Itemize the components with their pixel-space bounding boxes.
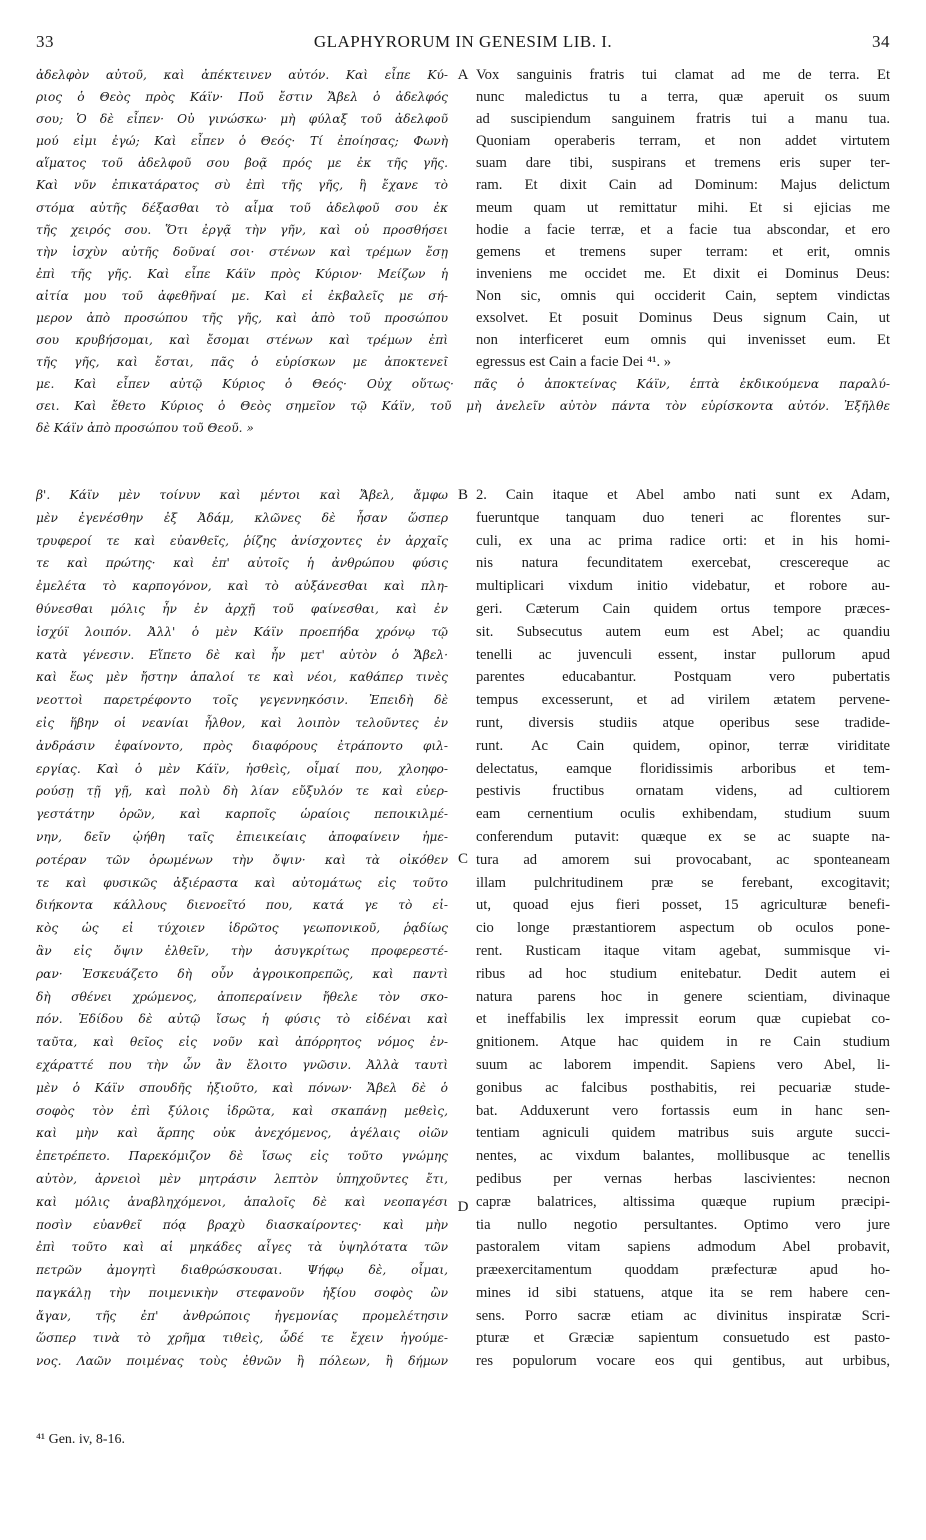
greek-text-line: αἰτία μου τοῦ ἀφεθῆναί με. Καὶ εἰ ἐκβαλεῖς με σή- [36, 288, 448, 303]
latin-text-line: pedibus per vernas herbas lascivientes: necnon [476, 1170, 890, 1187]
latin-text-line: tura ad amorem sui provocabant, ac sponteaneam [476, 851, 890, 868]
latin-text-line: sit. Subsecutus autem eum est Abel; ac quandiu [476, 623, 890, 640]
greek-text-line: ταῦτα, καὶ θεῖος εἰς νοῦν καὶ ἀπόρρητος νόμος ἐν- [36, 1035, 448, 1050]
greek-text-line: καὶ μὴν καὶ ἅρπης οὐκ ἀνεχόμενος, ἀγέλαις οἰῶν [36, 1126, 448, 1141]
greek-text-line: ριος ὁ Θεὸς πρὸς Κάϊν· Ποῦ ἔστιν Ἄβελ ὁ ἀδελφός [36, 90, 448, 105]
latin-text-line: natura parens hoc in genere scientiam, divinaque [476, 988, 890, 1005]
latin-text-line: ut, quoad ejus fieri posset, 15 agriculturæ benefi- [476, 897, 890, 914]
latin-text-line: illam pulchritudinem præ se ferebant, excogitavit; [476, 874, 890, 891]
latin-text-line: runt, diversis studiis atque operibus sese tradide- [476, 714, 890, 731]
greek-text-line: ὥσπερ τινὰ τὸ χρῆμα τιθεὶς, ὧδέ τε ἔχειν ἡγούμε- [36, 1331, 448, 1346]
greek-text-line: διήκοντα κάλλους διενοεῖτό που, κατά γε τὸ εἰ- [36, 898, 448, 913]
greek-text-line: τὴν ἰσχὺν αὐτῆς δοῦναί σοι· στένων καὶ τρέμων ἔσῃ [36, 244, 448, 259]
latin-text-line: tentiam agniculi quidem matribus suis argute succi- [476, 1125, 890, 1142]
page-number-right: 34 [872, 32, 890, 51]
greek-text-line: καὶ ἕως μὲν ἤστην ἁπαλοί τε καὶ νέοι, καθάπερ τινὲς [36, 670, 448, 685]
running-header [36, 32, 890, 54]
section1-greek-continuation [36, 373, 890, 439]
latin-text-line: fueruntque tanquam duo teneri ac florentes sur- [476, 509, 890, 526]
latin-text-line: nis natura fecunditatem exercebat, crescereque ac [476, 555, 890, 572]
latin-text-line: ram. Et dixit Cain ad Dominum: Majus delictum [476, 177, 890, 194]
latin-text-line: runt. Ac Cain quidem, opinor, terræ viriditate [476, 737, 890, 754]
latin-text-line: rent. Rusticam itaque vitam agebat, summisque vi- [476, 942, 890, 959]
greek-text-line: ρούσῃ τῇ γῇ, καὶ πολὺ δὴ λίαν εὔξυλόν τε καὶ εὐερ- [36, 784, 448, 799]
greek-text-line: ἀνδράσιν ἐφαίνοντο, πρὸς διαφόρους ἐτράποντο φιλ- [36, 738, 448, 753]
running-title: GLAPHYRORUM IN GENESIM LIB. I. [313, 32, 613, 51]
latin-text-line: gemens et tremens super terram: et erit, omnis [476, 243, 890, 260]
latin-text-line: nentes, ac vixdum balantes, mollibusque ac tenellis [476, 1148, 890, 1165]
greek-text-line: ἰσχύϊ λοιπόν. Ἀλλ' ὁ μὲν Κάϊν προεπήδα χρόνῳ τῷ [36, 624, 448, 639]
greek-text-line: σου κρυβήσομαι, καὶ ἔσομαι στένων καὶ τρέμων ἐπὶ [36, 333, 448, 348]
greek-text-line: νεοττοὶ παρετρέφοντο τοῖς γεγεννηκόσιν. Ἐπειδὴ δὲ [36, 693, 448, 708]
greek-text-line: αὐτὸν, ἀρνειοὶ μὲν μητράσιν λεπτὸν ὑπηχοῦντες ἔτι, [36, 1171, 448, 1186]
latin-text-line: 2. Cain itaque et Abel ambo nati sunt ex Adam, [476, 487, 890, 503]
latin-text-line: inveniens me occidet me. Et dixit ei Dominus Deus: [476, 265, 890, 282]
greek-text-line: μὲν ὁ Κάϊν σπουδῆς ἠξιοῦτο, καὶ πόνων· Ἄβελ δὲ ὁ [36, 1080, 448, 1095]
latin-text-line: suam dare tibi, suspirans et tremens eris super ter- [476, 155, 890, 172]
latin-text-line: parentes educabantur. Postquam vero pubertatis [476, 669, 890, 686]
latin-text-line: suum ac laborem impendit. Sapiens vero Abel, li- [476, 1056, 890, 1073]
margin-marker-d: D [457, 1199, 469, 1215]
greek-text-line: εχάραττέ που τὴν ὧν ἂν ἕλοιτο γνῶσιν. Ἀλλὰ ταυτὶ [36, 1057, 448, 1072]
greek-text-line: μὲν ἐγενέσθην ἐξ Ἀδάμ, κλῶνες δὲ ἦσαν ὥσπερ [36, 510, 448, 525]
latin-text-line: ribus ad hoc studium enitebatur. Dedit autem ei [476, 965, 890, 982]
greek-text-line: νην, δεῖν ᾠήθη ταῖς ἐπιεικείαις ἀποφαίνειν ἡμε- [36, 829, 448, 844]
latin-text-line: res populorum vocare eos qui gentibus, aut urbibus, [476, 1353, 890, 1370]
greek-text-line: ἐπὶ τοῦτο καὶ αἱ μηκάδες αἶγες τὰ ὑψηλότατα τῶν [36, 1240, 448, 1255]
latin-text-line: pestivis fructibus ornatam videns, ad cultiorem [476, 783, 890, 800]
greek-text-line: τῆς χειρός σου. Ὅτι ἐργᾷ τὴν γῆν, καὶ οὐ προσθήσει [36, 222, 448, 237]
greek-text-line: ἄγαν, τῆς ἐπ' ἀνθρώποις ἡγεμονίας προμελέτησιν [36, 1308, 448, 1323]
latin-text-line: exsolvet. Et posuit Dominus Deus signum Cain, ut [476, 310, 890, 327]
section1-greek-column [36, 64, 448, 373]
greek-text-line: β'. Κάϊν μὲν τοίνυν καὶ μέντοι καὶ Ἄβελ, ἄμφω [36, 488, 448, 502]
latin-text-line: bat. Adduxerunt vero fortassis eum in hanc sen- [476, 1102, 890, 1119]
latin-text-line: geri. Cæterum Cain quidem ortus tempore præces- [476, 600, 890, 617]
margin-marker-c: C [457, 851, 468, 867]
greek-text-line: αἵματος τοῦ ἀδελφοῦ σου βοᾷ πρός με ἐκ τῆς γῆς. [36, 156, 448, 171]
greek-text-line: εἰς ἥβην οἱ νεανίαι ἦλθον, καὶ λοιπὸν τελοῦντες ἐν [36, 715, 448, 730]
latin-text-line: pturæ et Græciæ sapientum consuetudo est pasto- [476, 1330, 890, 1347]
greek-text-line: σει. Καὶ ἔθετο Κύριος ὁ Θεὸς σημεῖον τῷ Κάϊν, τοῦ μὴ ἀνελεῖν αὐτὸν πάντα τὸν εὑρίσκοντα αὐτόν. Ἐξῆλθε [36, 399, 890, 414]
latin-text-line: tenelli ac juvenculi essent, instar pullorum apud [476, 646, 890, 663]
greek-text-line: μερον ἀπὸ προσώπου τῆς γῆς, καὶ ἀπὸ τοῦ προσώπου [36, 311, 448, 326]
greek-text-line: πόν. Ἐδίδου δὲ αὐτῷ ἴσως ἡ φύσις τὸ εἰδέναι καὶ [36, 1012, 448, 1027]
greek-text-line: παγκάλῃ τὴν ποιμενικὴν στεφανοῦν ἠξίου σοφὸς ὢν [36, 1285, 448, 1300]
section2-latin-column [476, 484, 890, 1373]
greek-text-line: τε καὶ φυσικῶς ἀξιέραστα καὶ αὐτομάτως εἰς τοῦτο [36, 875, 448, 890]
latin-text-line: multiplicari vixdum initio videbatur, et robore au- [476, 578, 890, 595]
greek-text-line: εργίας. Καὶ ὁ μὲν Κάϊν, ἡσθεὶς, οἶμαί που, χλοηφο- [36, 761, 448, 776]
latin-text-line: non interficeret eum omnis qui invenisset eum. Et [476, 332, 890, 349]
greek-text-line: ποσὶν εὐανθεῖ πόᾳ βραχὺ διασκαίροντες· καὶ μὴν [36, 1217, 448, 1232]
latin-text-line: capræ balatrices, altissima quæque rupium præcipi- [476, 1193, 890, 1210]
latin-text-line: meum quam ut remittatur mihi. Et si ejicias me [476, 199, 890, 216]
latin-text-line: eam cernentium oculis exhibendam, studium suum [476, 806, 890, 823]
greek-text-line: ἀδελφὸν αὐτοῦ, καὶ ἀπέκτεινεν αὐτόν. Καὶ εἶπε Κύ- [36, 68, 448, 82]
greek-text-line: Καὶ νῦν ἐπικατάρατος σὺ ἐπὶ τῆς γῆς, ἣ ἔχανε τὸ [36, 178, 448, 193]
greek-text-line: πετρῶν ἀμογητὶ διαθρώσκουσαι. Ψήφῳ δὲ, οἶμαι, [36, 1263, 448, 1278]
greek-text-line: σοφὸς τὸν ἐπὶ ξύλοις ἱδρῶτα, καὶ σκαπάνῃ μεθεὶς, [36, 1103, 448, 1118]
latin-text-line: mines id sibi statuens, atque ita se rem habere cen- [476, 1284, 890, 1301]
page-number-left: 33 [36, 32, 54, 51]
greek-text-line: δὲ Κάϊν ἀπὸ προσώπου τοῦ Θεοῦ. » [36, 421, 254, 436]
greek-text-line: στόμα αὐτῆς δέξασθαι τὸ αἷμα τοῦ ἀδελφοῦ σου ἐκ [36, 200, 448, 215]
latin-text-line: Non sic, omnis qui occiderit Cain, septem vindictas [476, 287, 890, 304]
greek-text-line: μού εἰμι ἐγώ; Καὶ εἶπεν ὁ Θεός· Τί ἐποίησας; Φωνὴ [36, 134, 448, 149]
greek-text-line: ροτέραν τῶν ὁρωμένων τὴν ὄψιν· καὶ τὰ οἰκόθεν [36, 852, 448, 867]
greek-text-line: κατὰ γένεσιν. Εἵπετο δὲ καὶ ἦν μετ' αὐτὸν ὁ Ἄβελ· [36, 647, 448, 662]
latin-text-line: Quoniam operaberis terram, et non addet virtutem [476, 133, 890, 150]
greek-text-line: με. Καὶ εἶπεν αὐτῷ Κύριος ὁ Θεός· Οὐχ οὕτως· πᾶς ὁ ἀποκτείνας Κάϊν, ἑπτὰ ἐκδικούμενα παραλύ- [36, 377, 890, 391]
latin-text-line: sens. Porro sacræ etiam ac divinitus inspiratæ Scri- [476, 1307, 890, 1324]
greek-text-line: τρυφεροί τε καὶ εὐανθεῖς, ῥίζης ἀνίσχοντες ἐν ἀρχαῖς [36, 533, 448, 548]
greek-text-line: γεστάτην ὁρῶν, καὶ καρποῖς ὡραίοις πεποικιλμέ- [36, 807, 448, 822]
latin-text-line: tia nullo negotio persultantes. Optimo vero jure [476, 1216, 890, 1233]
latin-text-line: cio longe præstantiorem aspectum ob oculos pone- [476, 920, 890, 937]
greek-text-line: νος. Λαῶν ποιμένας τοὺς ἐθνῶν ἢ πόλεων, ἢ δήμων [36, 1354, 448, 1369]
greek-text-line: ραν· Ἐσκευάζετο δὴ οὖν ἀγροικοπρεπῶς, καὶ παντὶ [36, 966, 448, 981]
latin-text-line: ad suscipiendum sanguinem fratris tui a manu tua. [476, 111, 890, 128]
latin-text-line: et ineffabilis lex impressit eorum quæ cupiebat co- [476, 1011, 890, 1028]
latin-text-line: præexercitamentum quoddam præfecturæ apud ho- [476, 1262, 890, 1279]
latin-text-line: hodie a facie terræ, et a facie tua abscondar, et ero [476, 221, 890, 238]
latin-text-line: culi, ex una ac prima radice orti: et in his homi- [476, 532, 890, 549]
greek-text-line: ἐμελέτα τὸ καρπογόνον, καὶ τὸ αὐξάνεσθαι καὶ πλη- [36, 579, 448, 594]
section1-latin-column [476, 64, 890, 373]
greek-text-line: σου; Ὁ δὲ εἶπεν· Οὐ γινώσκω· μὴ φύλαξ τοῦ ἀδελφοῦ [36, 112, 448, 127]
latin-text-line: gnitionem. Atque hac quidem in re Cain studium [476, 1034, 890, 1051]
section2-greek-column [36, 484, 448, 1373]
greek-text-line: ἐπετρέπετο. Παρεκόμιζον δὲ ἴσως εἰς τοῦτο γνώμης [36, 1149, 448, 1164]
latin-text-line: pastoralem vitam sapiens admodum Abel probavit, [476, 1239, 890, 1256]
latin-text-line: delectatus, eamque floridissimis arboribus et tem- [476, 760, 890, 777]
latin-text-line: nunc maledictus tu a terra, quæ aperuit os suum [476, 89, 890, 106]
greek-text-line: θύνεσθαι μόλις ἦν ἐν ἀρχῇ τοῦ φαίνεσθαι, καὶ ἐν [36, 601, 448, 616]
greek-text-line: τε καὶ πρώτης· καὶ ἐπ' αὐτοῖς ἡ ἀνθρώπου φύσις [36, 556, 448, 571]
latin-text-line: egressus est Cain a facie Dei ⁴¹. » [476, 354, 672, 371]
latin-text-line: conferendum putavit: quæque ex se ac suapte na- [476, 828, 890, 845]
greek-text-line: ἂν εἰς ὄψιν ἐλθεῖν, τὴν ἀσυγκρίτως προφερεστέ- [36, 943, 448, 958]
latin-text-line: gonibus ac falcibus posthabitis, rei pecuariæ stude- [476, 1079, 890, 1096]
latin-text-line: Vox sanguinis fratris tui clamat ad me de terra. Et [476, 67, 890, 83]
margin-marker-b: B [457, 487, 468, 503]
latin-text-line: tempus excesserunt, et ad virilem ætatem pervene- [476, 692, 890, 709]
greek-text-line: καὶ μόλις ἀναβληχόμενοι, ἁπαλοῖς δὲ καὶ νεοπαγέσι [36, 1194, 448, 1209]
footnote: ⁴¹ Gen. iv, 8-16. [36, 1432, 126, 1447]
greek-text-line: τῆς γῆς, καὶ ἔσται, πᾶς ὁ εὑρίσκων με ἀποκτενεῖ [36, 355, 448, 370]
greek-text-line: κὸς ὡς εἰ τύχοιεν ἱδρῶτος γεωπονικοῦ, ῥᾳδίως [36, 921, 448, 936]
margin-marker-a: A [457, 67, 469, 83]
greek-text-line: δὴ σθένει χρώμενος, ἀποπεραίνειν ἤθελε τὸν σκο- [36, 989, 448, 1004]
greek-text-line: ἐπὶ τῆς γῆς. Καὶ εἶπε Κάϊν πρὸς Κύριον· Μείζων ἡ [36, 266, 448, 281]
